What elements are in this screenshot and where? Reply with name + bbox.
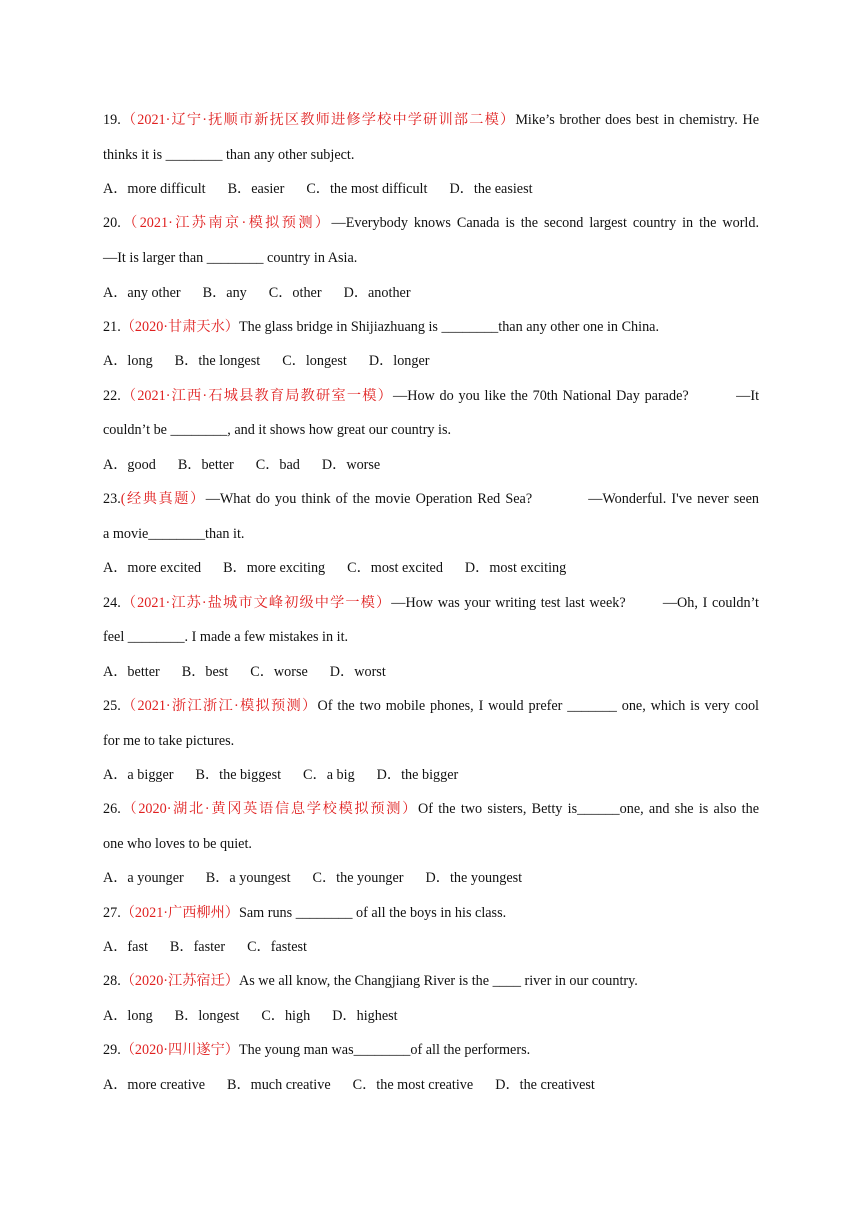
- question-number: 24.: [103, 595, 121, 611]
- answer-option: A．more creative: [103, 1077, 206, 1093]
- answer-option: B．faster: [169, 939, 226, 955]
- question-source: （2020·湖北·黄冈英语信息学校模拟预测）: [120, 801, 419, 817]
- answer-option: D．longer: [368, 353, 430, 369]
- answer-option: A．long: [103, 1008, 153, 1024]
- question-stem-line: [103, 799, 759, 819]
- answer-options: [103, 765, 759, 785]
- question-number: 28.: [103, 973, 121, 989]
- answer-options: [103, 455, 759, 475]
- answer-option: C．high: [261, 1008, 311, 1024]
- question-number: 20.: [103, 215, 121, 231]
- answer-option: C．other: [268, 285, 322, 301]
- question-text-continued: for me to take pictures.: [103, 733, 235, 749]
- answer-option: C．the most difficult: [306, 181, 428, 197]
- answer-option: D．worst: [329, 664, 386, 680]
- question-text-continued: one who loves to be quiet.: [103, 836, 252, 852]
- answer-options: [103, 1006, 759, 1026]
- answer-options: [103, 662, 759, 682]
- answer-option: C．the most creative: [352, 1077, 474, 1093]
- question-source: （2021·江西·石城县教育局教研室一模）: [120, 388, 394, 404]
- answer-options: [103, 937, 759, 957]
- question-source: （2020·甘肃天水）: [120, 319, 239, 335]
- question-text-continued: thinks it is ________ than any other subject.: [103, 147, 355, 163]
- question-source: （2020·四川遂宁）: [120, 1042, 239, 1058]
- answer-option: D．highest: [332, 1008, 398, 1024]
- question-stem-line: [103, 489, 759, 509]
- answer-option: B．easier: [227, 181, 285, 197]
- answer-option: D．most exciting: [464, 560, 567, 576]
- answer-option: C．worse: [250, 664, 308, 680]
- answer-option: A．a bigger: [103, 767, 174, 783]
- question-text: The glass bridge in Shijiazhuang is ________than any other one in China.: [238, 319, 660, 335]
- answer-options: [103, 558, 759, 578]
- question-stem-line: [103, 593, 759, 613]
- question-text: —How do you like the 70th National Day parade? —It: [393, 388, 760, 404]
- question-stem-line: [103, 110, 759, 130]
- answer-option: C．bad: [255, 457, 300, 473]
- question-text: As we all know, the Changjiang River is the ____ river in our country.: [238, 973, 638, 989]
- question-number: 23.: [103, 491, 121, 507]
- question-source: （2021·广西柳州）: [120, 905, 239, 921]
- question-text: The young man was________of all the performers.: [238, 1042, 531, 1058]
- answer-options: [103, 868, 759, 888]
- answer-option: A．more difficult: [103, 181, 206, 197]
- answer-option: C．the younger: [312, 870, 404, 886]
- answer-option: D．the youngest: [425, 870, 523, 886]
- answer-option: B．best: [181, 664, 229, 680]
- question-stem-line: [103, 696, 759, 716]
- question-source: （2021·江苏南京·模拟预测）: [120, 215, 332, 231]
- answer-option: B．the biggest: [195, 767, 282, 783]
- question-stem-line: [103, 386, 759, 406]
- question-text-continued: couldn’t be ________, and it shows how great our country is.: [103, 422, 452, 438]
- answer-option: D．another: [343, 285, 411, 301]
- question-text: Mike’s brother does best in chemistry. He: [515, 112, 760, 128]
- answer-option: B．longest: [174, 1008, 240, 1024]
- answer-option: A．good: [103, 457, 156, 473]
- answer-option: D．the bigger: [376, 767, 459, 783]
- question-source: （2020·江苏宿迁）: [120, 973, 239, 989]
- answer-options: [103, 179, 759, 199]
- answer-option: C．most excited: [347, 560, 443, 576]
- question-number: 29.: [103, 1042, 121, 1058]
- answer-options: [103, 283, 759, 303]
- question-number: 22.: [103, 388, 121, 404]
- answer-option: D．the easiest: [449, 181, 533, 197]
- question-text-continued: a movie________than it.: [103, 526, 245, 542]
- question-source: （2021·辽宁·抚顺市新抚区教师进修学校中学研训部二模）: [120, 112, 516, 128]
- answer-option: D．worse: [321, 457, 381, 473]
- question-number: 19.: [103, 112, 121, 128]
- question-number: 26.: [103, 801, 121, 817]
- answer-option: A．a younger: [103, 870, 184, 886]
- answer-option: B．the longest: [174, 353, 261, 369]
- answer-option: A．any other: [103, 285, 181, 301]
- question-number: 21.: [103, 319, 121, 335]
- answer-option: C．a big: [303, 767, 355, 783]
- question-text: Of the two sisters, Betty is______one, and she is also the: [418, 801, 759, 817]
- question-text: Sam runs ________ of all the boys in his class.: [238, 905, 507, 921]
- question-stem-line: [103, 213, 759, 233]
- question-text-continued: —It is larger than ________ country in Asia.: [103, 250, 358, 266]
- answer-option: B．much creative: [227, 1077, 331, 1093]
- question-source: (经典真题）: [120, 491, 206, 507]
- question-text-continued: feel ________. I made a few mistakes in it.: [103, 629, 349, 645]
- answer-option: A．long: [103, 353, 153, 369]
- answer-option: A．more excited: [103, 560, 202, 576]
- question-source: （2021·江苏·盐城市文峰初级中学一模）: [120, 595, 392, 611]
- answer-option: C．longest: [282, 353, 347, 369]
- question-stem-line: [103, 1040, 759, 1060]
- answer-option: B．a youngest: [205, 870, 291, 886]
- question-stem-line: [103, 971, 759, 991]
- question-text: —How was your writing test last week? —Oh, I couldn’t: [391, 595, 759, 611]
- question-text: Of the two mobile phones, I would prefer _______ one, which is very cool: [317, 698, 759, 714]
- answer-option: A．better: [103, 664, 160, 680]
- question-stem-line: [103, 903, 759, 923]
- answer-option: A．fast: [103, 939, 148, 955]
- question-source: （2021·浙江浙江·模拟预测）: [120, 698, 318, 714]
- answer-option: B．more exciting: [223, 560, 326, 576]
- question-stem-line: [103, 317, 759, 337]
- question-text: —Everybody knows Canada is the second largest country in the world.: [331, 215, 759, 231]
- answer-options: [103, 1075, 759, 1095]
- answer-options: [103, 351, 759, 371]
- answer-option: B．better: [177, 457, 234, 473]
- answer-option: D．the creativest: [495, 1077, 595, 1093]
- question-number: 27.: [103, 905, 121, 921]
- answer-option: C．fastest: [247, 939, 307, 955]
- question-number: 25.: [103, 698, 121, 714]
- answer-option: B．any: [202, 285, 247, 301]
- question-text: —What do you think of the movie Operation Red Sea? —Wonderful. I've never seen: [205, 491, 759, 507]
